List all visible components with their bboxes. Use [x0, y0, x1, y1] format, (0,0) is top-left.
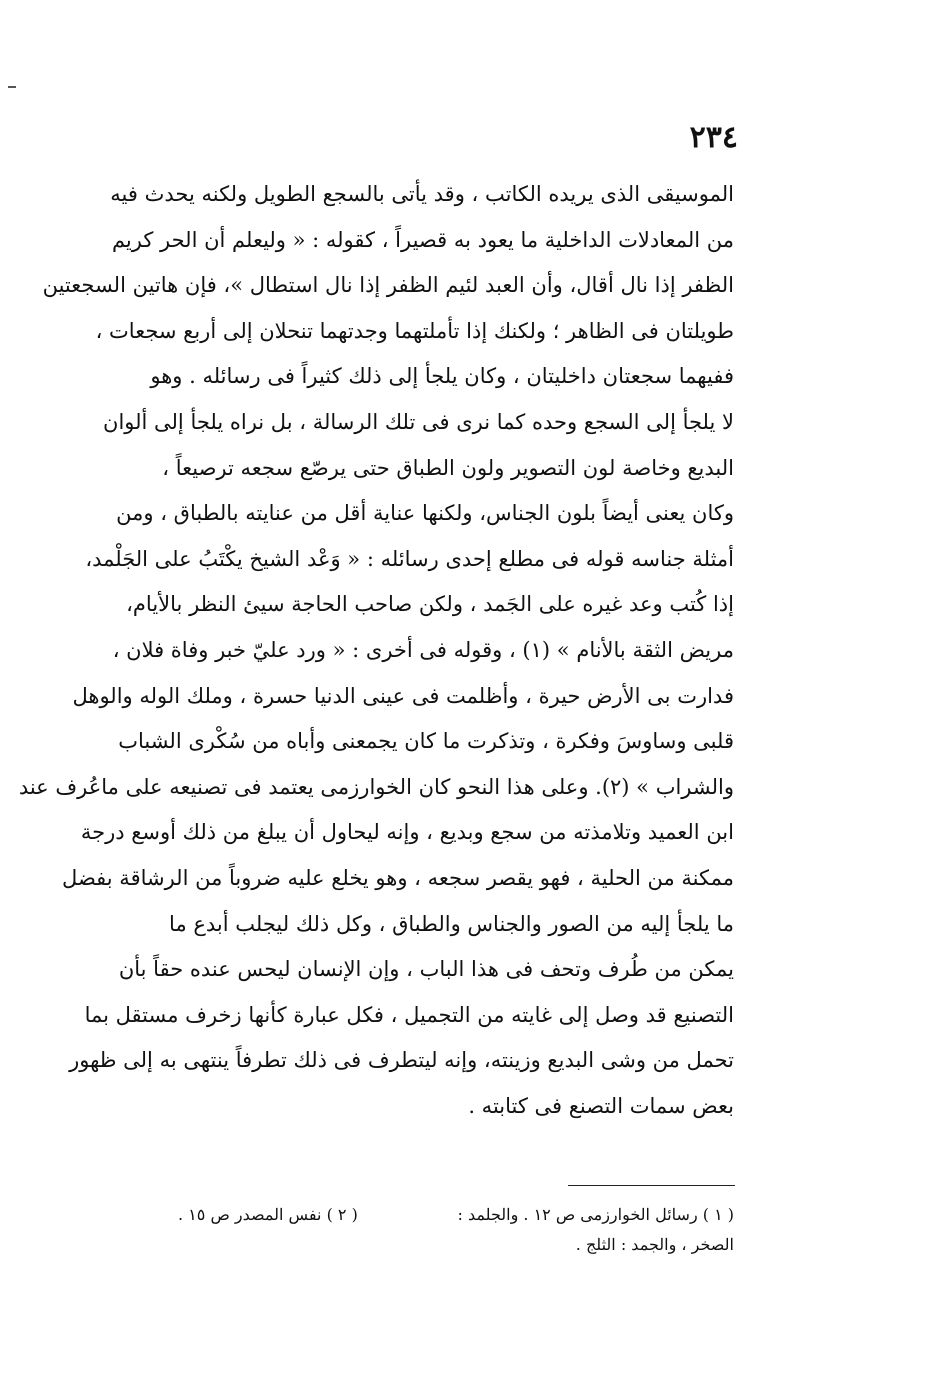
scan-mark — [8, 86, 16, 88]
text-line: ما يلجأ إليه من الصور والجناس والطباق ، وكل ذلك ليجلب أبدع ما — [169, 911, 734, 936]
text-line: يمكن من طُرف وتحف فى هذا الباب ، وإن الإنسان ليحس عنده حقاً بأن — [118, 957, 734, 982]
footnote-1-continuation: الصخر ، والجمد : الثلج . — [575, 1235, 734, 1254]
text-line: تحمل من وشى البديع وزينته، وإنه ليتطرف فى ذلك تطرفاً ينتهى به إلى ظهور — [69, 1048, 734, 1073]
page-number: ٢٣٤ — [689, 120, 738, 155]
body-text — [18, 172, 734, 1129]
footnotes — [178, 1200, 734, 1260]
text-line: من المعادلات الداخلية ما يعود به قصيراً ، كقوله : « وليعلم أن الحر كريم — [111, 227, 734, 252]
text-line: مريض الثقة بالأنام » (١) ، وقوله فى أخرى : « ورد عليّ خبر وفاة فلان ، — [112, 637, 734, 662]
text-line: بعض سمات التصنع فى كتابته . — [468, 1093, 734, 1118]
text-line: إذا كُتب وعد غيره على الجَمد ، ولكن صاحب الحاجة سيئ النظر بالأيام، — [126, 592, 734, 617]
text-line: ممكنة من الحلية ، فهو يقصر سجعه ، وهو يخلع عليه ضروباً من الرشاقة بفضل — [62, 865, 734, 890]
text-line: الظفر إذا نال أقال، وأن العبد لئيم الظفر إذا نال استطال »، فإن هاتين السجعتين — [42, 273, 734, 298]
text-line: البديع وخاصة لون التصوير ولون الطباق حتى يرصّع سجعه ترصيعاً ، — [162, 455, 734, 480]
text-line: لا يلجأ إلى السجع وحده كما نرى فى تلك الرسالة ، بل نراه يلجأ إلى ألوان — [103, 409, 734, 434]
footnote-1: ( ١ ) رسائل الخوارزمى ص ١٢ . والجلمد : — [457, 1205, 734, 1224]
text-line: والشراب » (٢). وعلى هذا النحو كان الخوارزمى يعتمد فى تصنيعه على ماعُرف عند — [18, 774, 734, 799]
text-line: طويلتان فى الظاهر ؛ ولكنك إذا تأملتهما وجدتهما تنحلان إلى أربع سجعات ، — [95, 318, 734, 343]
text-line: ابن العميد وتلامذته من سجع وبديع ، وإنه ليحاول أن يبلغ من ذلك أوسع درجة — [80, 820, 734, 845]
text-line: ففيهما سجعتان داخليتان ، وكان يلجأ إلى ذلك كثيراً فى رسائله . وهو — [150, 364, 734, 389]
footnote-2: ( ٢ ) نفس المصدر ص ١٥ . — [178, 1205, 358, 1224]
text-line: الموسيقى الذى يريده الكاتب ، وقد يأتى بالسجع الطويل ولكنه يحدث فيه — [110, 182, 734, 206]
footnote-row — [178, 1200, 734, 1230]
text-line: فدارت بى الأرض حيرة ، وأظلمت فى عينى الدنيا حسرة ، وملك الوله والوهل — [72, 683, 734, 708]
text-line: قلبى وساوسَ وفكرة ، وتذكرت ما كان يجمعنى وأباه من سُكْرى الشباب — [118, 729, 734, 754]
text-line: وكان يعنى أيضاً بلون الجناس، ولكنها عناية أقل من عنايته بالطباق ، ومن — [116, 501, 734, 526]
footnote-divider — [568, 1185, 735, 1186]
text-line: أمثلة جناسه قوله فى مطلع إحدى رسائله : « وَعْد الشيخ يكْتَبُ على الجَلْمد، — [85, 546, 734, 571]
text-line: التصنيع قد وصل إلى غايته من التجميل ، فكل عبارة كأنها زخرف مستقل بما — [84, 1002, 734, 1027]
